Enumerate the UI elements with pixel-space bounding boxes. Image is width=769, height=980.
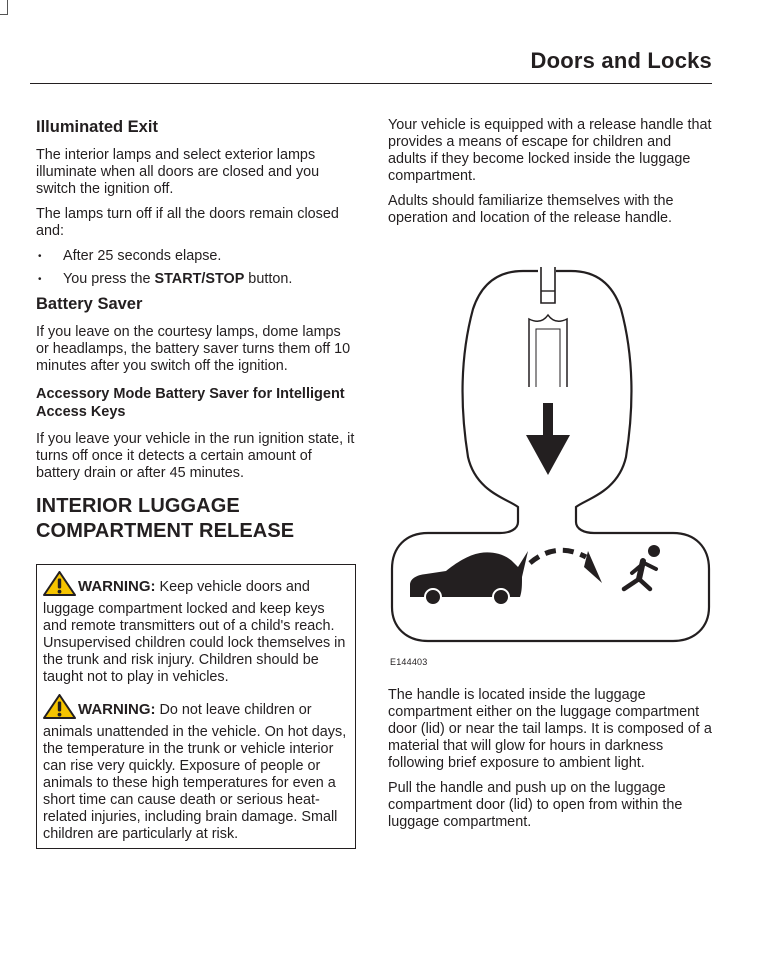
start-stop-label: START/STOP (154, 271, 245, 287)
warning-1 (43, 571, 349, 686)
list-item (36, 271, 356, 288)
handle-location-paragraph: The handle is located inside the luggage compartment either on the luggage compartment door (lid) or near the tail lamps. It is composed of a material that will glow for hours in darkness following brief exposure to ambient light. (388, 687, 712, 771)
list-item-text: You press the (63, 271, 155, 287)
car-wheel (493, 589, 509, 605)
release-handle-diagram (388, 267, 713, 652)
battery-saver-heading: Battery Saver (36, 295, 143, 313)
warning-triangle-icon (43, 571, 76, 601)
battery-saver-paragraph: If you leave on the courtesy lamps, dome lamps or headlamps, the battery saver turns them off 10 minutes after you switch off the ignition. (36, 324, 351, 374)
illuminated-exit-paragraph-2: The lamps turn off if all the doors remain closed and: (36, 206, 339, 239)
accessory-mode-paragraph: If you leave your vehicle in the run ignition state, it turns off once it detects a certain amount of battery drain or after 45 minutes. (36, 431, 355, 481)
warning-1-label: WARNING: (78, 578, 156, 595)
illuminated-exit-list (36, 248, 356, 288)
release-handle-paragraph-2: Adults should familiarize themselves with the operation and location of the release handle. (388, 193, 674, 226)
page-title: Doors and Locks (530, 48, 712, 73)
list-item-text: After 25 seconds elapse. (63, 248, 222, 264)
after-figure-text (388, 687, 713, 831)
car-wheel (425, 589, 441, 605)
page-header (0, 48, 712, 74)
warning-2 (43, 694, 349, 843)
warning-1-text: Keep vehicle doors and luggage compartment locked and keep keys and remote transmitters out of a child's reach. Unsupervised children could lock themselves in the trunk and risk injury. Children should be taught not to play in vehicles. (43, 579, 346, 685)
left-column (36, 117, 356, 849)
figure-id: E144403 (390, 657, 428, 667)
release-handle-illustration (388, 267, 713, 667)
illuminated-exit-paragraph-1: The interior lamps and select exterior lamps illuminate when all doors are closed and you switch the ignition off. (36, 147, 320, 197)
header-divider (30, 83, 712, 84)
warning-triangle-icon (43, 694, 76, 724)
warning-2-label: WARNING: (78, 701, 156, 718)
warning-box (36, 564, 356, 849)
illuminated-exit-heading: Illuminated Exit (36, 118, 158, 136)
right-column (388, 117, 713, 839)
list-item-text: button. (244, 271, 293, 287)
handle-operation-paragraph: Pull the handle and push up on the luggage compartment door (lid) to open from within the luggage compartment. (388, 780, 683, 830)
pull-arrow-shaft (543, 403, 553, 439)
release-handle-paragraph-1: Your vehicle is equipped with a release handle that provides a means of escape for children and adults if they become locked inside the luggage compartment. (388, 117, 712, 184)
page-corner-mark (0, 0, 8, 15)
list-item (36, 248, 356, 265)
warning-2-text: Do not leave children or animals unattended in the vehicle. On hot days, the temperature in the trunk or vehicle interior can rise very quickly. Exposure of people or animals to these high temperatures for even a short time can cause death or serious heat-related injuries, including brain damage. Small children are particularly at risk. (43, 702, 347, 842)
accessory-mode-heading: Accessory Mode Battery Saver for Intelligent Access Keys (36, 386, 345, 420)
luggage-release-heading: INTERIOR LUGGAGE COMPARTMENT RELEASE (36, 495, 295, 542)
